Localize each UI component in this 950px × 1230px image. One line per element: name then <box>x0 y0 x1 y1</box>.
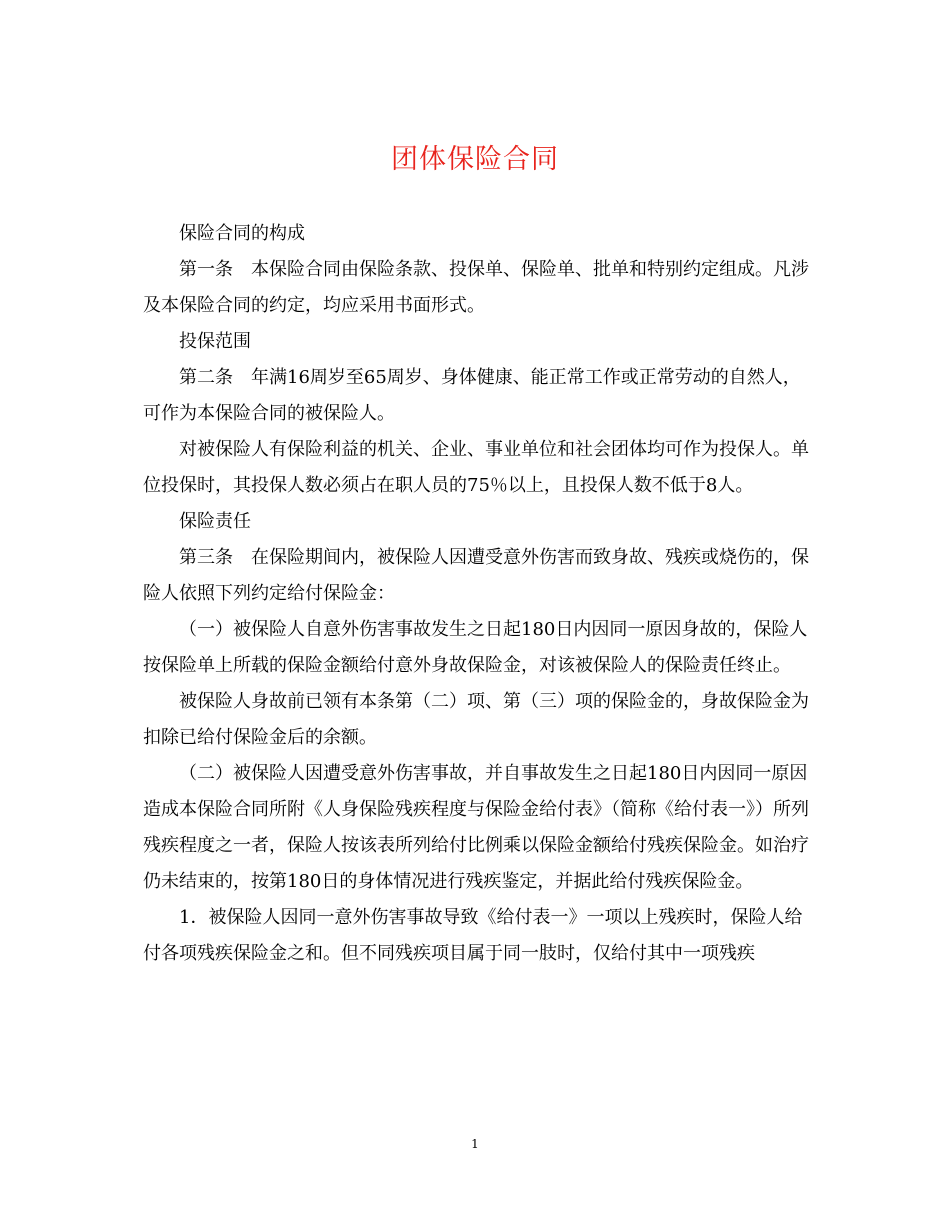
document-body <box>143 216 815 972</box>
paragraph-clause-1: 1．被保险人因同一意外伤害事故导致《给付表一》一项以上残疾时，保险人给付各项残疾保险金之和。但不同残疾项目属于同一肢时，仅给付其中一项残疾 <box>143 907 803 964</box>
section-heading-liability: 保险责任 <box>179 511 251 532</box>
paragraph-article-1: 第一条 本保险合同由保险条款、投保单、保险单、批单和特别约定组成。凡涉及本保险合同的约定，均应采用书面形式。 <box>143 259 809 316</box>
page-number: 1 <box>471 1137 479 1151</box>
paragraph-death-benefit-balance: 被保险人身故前已领有本条第（二）项、第（三）项的保险金的，身故保险金为扣除已给付保险金后的余额。 <box>143 691 809 748</box>
paragraph-policyholder: 对被保险人有保险利益的机关、企业、事业单位和社会团体均可作为投保人。单位投保时，其投保人数必须占在职人员的75％以上，且投保人数不低于8人。 <box>143 439 809 496</box>
paragraph-article-3: 第三条 在保险期间内，被保险人因遭受意外伤害而致身故、残疾或烧伤的，保险人依照下列约定给付保险金： <box>143 547 809 604</box>
section-heading-scope: 投保范围 <box>179 331 251 352</box>
paragraph-item-1: （一）被保险人自意外伤害事故发生之日起180日内因同一原因身故的，保险人按保险单上所载的保险金额给付意外身故保险金，对该被保险人的保险责任终止。 <box>143 619 808 676</box>
paragraph-item-2: （二）被保险人因遭受意外伤害事故，并自事故发生之日起180日内因同一原因造成本保险合同所附《人身保险残疾程度与保险金给付表》（简称《给付表一》）所列残疾程度之一者，保险人按该表所列给付比例乘以保险金额给付残疾保险金。如治疗仍未结束的，按第180日的身体情况进行残疾鉴定，并据此给付残疾保险金。 <box>143 763 809 892</box>
section-heading-composition: 保险合同的构成 <box>179 223 305 244</box>
document-title: 团体保险合同 <box>391 144 559 175</box>
paragraph-article-2: 第二条 年满16周岁至65周岁、身体健康、能正常工作或正常劳动的自然人，可作为本保险合同的被保险人。 <box>143 367 801 424</box>
